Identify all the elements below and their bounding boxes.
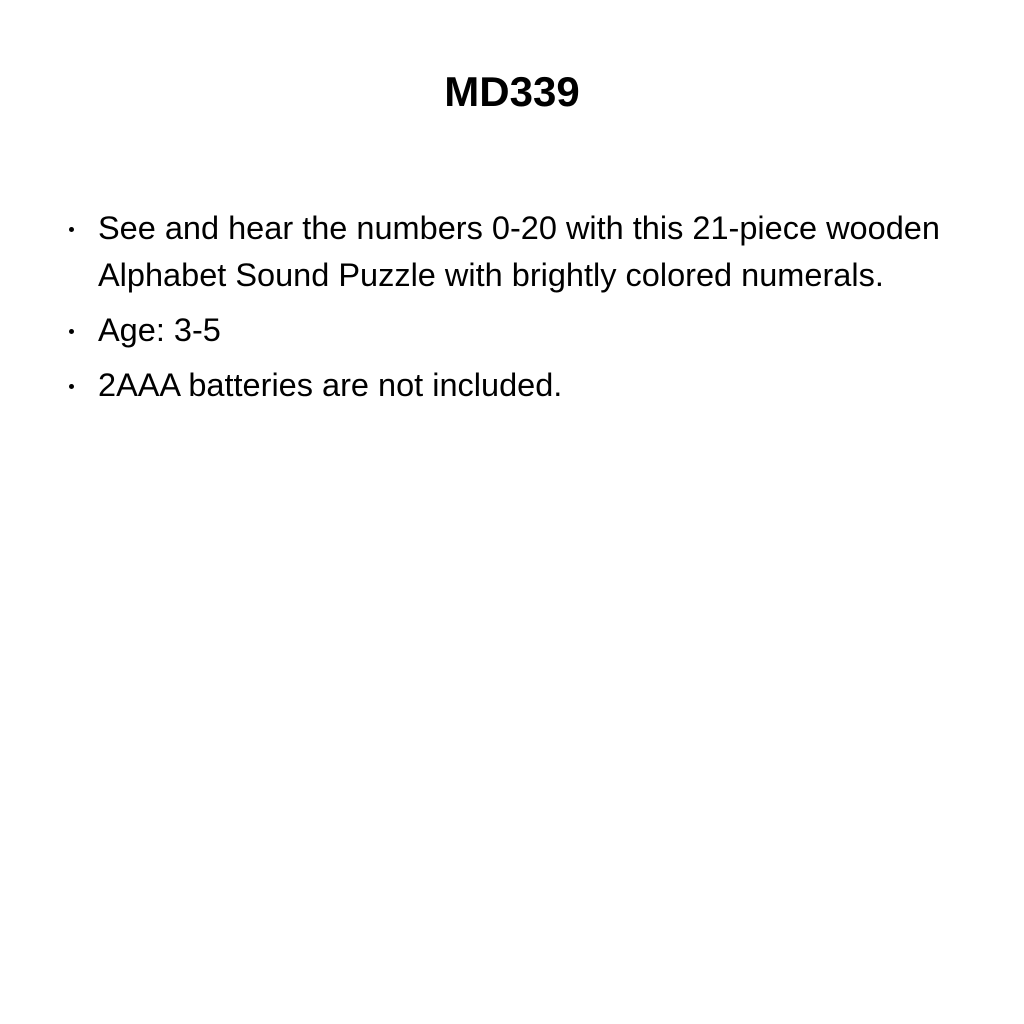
bullet-text: 2AAA batteries are not included. bbox=[98, 367, 563, 403]
bullet-item bbox=[98, 362, 978, 409]
slide-title: MD339 bbox=[444, 68, 580, 115]
bullet-icon bbox=[69, 384, 74, 389]
bullet-text: See and hear the numbers 0-20 with this 21-piece wooden Alphabet Sound Puzzle with brightly colored numerals. bbox=[98, 210, 940, 293]
bullet-icon bbox=[69, 329, 74, 334]
bullet-text: Age: 3-5 bbox=[98, 312, 221, 348]
bullet-item bbox=[98, 307, 978, 354]
bullet-icon bbox=[69, 227, 74, 232]
bullet-list bbox=[98, 205, 978, 417]
bullet-item bbox=[98, 205, 978, 299]
